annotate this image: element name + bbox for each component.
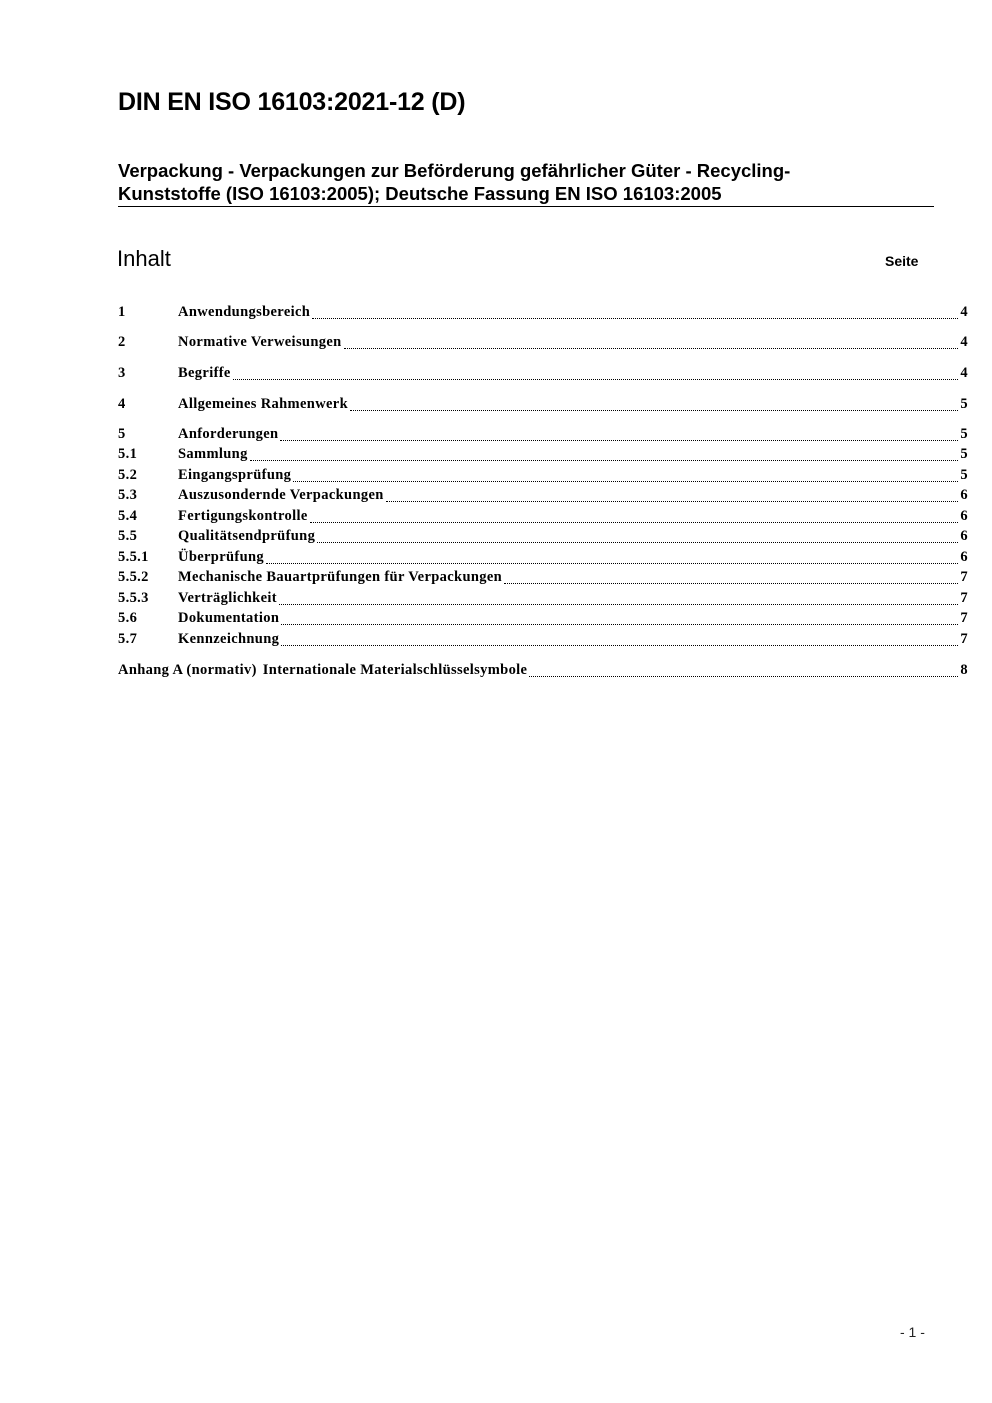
toc-entry-title: Qualitätsendprüfung [178,528,316,544]
toc-leader-dots [504,573,958,584]
toc-entry-title: Anforderungen [178,426,279,442]
toc-entry-number: 5.4 [118,508,138,524]
toc-annex-label: Anhang A (normativ) [118,662,257,678]
toc-entry-number: 5.6 [118,610,138,626]
toc-entry-page: 7 [960,590,968,606]
toc-entry-title: Mechanische Bauartprüfungen für Verpackungen [178,569,503,585]
toc-leader-dots [280,430,958,441]
toc-entry-page: 5 [960,446,968,462]
toc-entry-title: Normative Verweisungen [178,334,342,350]
toc-leader-dots [266,553,958,564]
page-number: - 1 - [900,1324,925,1340]
toc-entry[interactable] [118,424,968,444]
toc-entry-number: 5.5.2 [118,569,149,585]
toc-entry[interactable] [118,394,968,414]
toc-leader-dots [310,512,959,523]
toc-entry-title: Fertigungskontrolle [178,508,308,524]
toc-entry-number: 5.1 [118,446,138,462]
toc-entry-number: 1 [118,304,126,320]
toc-entry-title: Eingangsprüfung [178,467,292,483]
toc-entry[interactable] [118,629,968,649]
toc-entry-number: 3 [118,365,126,381]
toc-entry-number: 4 [118,396,126,412]
toc-entry[interactable] [118,608,968,628]
toc-entry-page: 7 [960,631,968,647]
toc-entry-number: 5.5 [118,528,138,544]
document-subtitle-line-2: Kunststoffe (ISO 16103:2005); Deutsche Fassung EN ISO 16103:2005 [118,183,722,204]
toc-entry-page: 4 [960,365,968,381]
toc-entry-number: 5.5.3 [118,590,149,606]
toc-entry-number: 5.5.1 [118,549,149,565]
document-subtitle [118,159,934,207]
toc-entry-page: 4 [960,304,968,320]
document-subtitle-line-1: Verpackung - Verpackungen zur Beförderung gefährlicher Güter - Recycling- [118,160,791,181]
toc-entry[interactable] [118,332,968,352]
toc-entry[interactable] [118,588,968,608]
toc-leader-dots [233,369,959,380]
toc-entry[interactable] [118,547,968,567]
toc-entry-title: Überprüfung [178,549,265,565]
toc-entry[interactable] [118,444,968,464]
toc-leader-dots [386,491,959,502]
toc-leader-dots [317,532,958,543]
document-title: DIN EN ISO 16103:2021-12 (D) [118,88,466,116]
toc-leader-dots [529,666,958,677]
toc-leader-dots [344,338,959,349]
toc-leader-dots [350,400,958,411]
toc-entry-number: 2 [118,334,126,350]
toc-entry-title: Kennzeichnung [178,631,280,647]
toc-entry[interactable] [118,506,968,526]
toc-entry[interactable] [118,302,968,322]
toc-entry-page: 6 [960,528,968,544]
toc-entry-title: Allgemeines Rahmenwerk [178,396,348,412]
toc-leader-dots [281,614,958,625]
toc-entry-title: Begriffe [178,365,231,381]
toc-entry-page: 5 [960,396,968,412]
toc-entry-title: Auszusondernde Verpackungen [178,487,384,503]
toc-leader-dots [279,594,958,605]
toc-entry-page: 6 [960,508,968,524]
toc-entry-page: 6 [960,549,968,565]
toc-annex-title: Internationale Materialschlüsselsymbole [262,662,528,678]
toc-leader-dots [281,635,958,646]
toc-entry-page: 5 [960,467,968,483]
toc-entry[interactable] [118,567,968,587]
toc-leader-dots [293,471,958,482]
toc-entry-title: Sammlung [178,446,248,462]
toc-leader-dots [250,450,959,461]
toc-entry[interactable] [118,465,968,485]
toc-entry-page: 7 [960,569,968,585]
toc-heading: Inhalt [117,246,171,271]
toc-entry[interactable] [118,485,968,505]
toc-entry-page: 6 [960,487,968,503]
toc-leader-dots [312,308,958,319]
toc-entry-number: 5.7 [118,631,138,647]
toc-entry-page: 7 [960,610,968,626]
toc-entry[interactable] [118,526,968,546]
toc-page-column-label: Seite [885,253,919,269]
toc-entry[interactable] [118,363,968,383]
toc-entry-page: 4 [960,334,968,350]
toc-annex-entry[interactable] [118,660,968,680]
toc-entry-title: Dokumentation [178,610,280,626]
toc-entry-title: Verträglichkeit [178,590,277,606]
toc-entry-number: 5.2 [118,467,138,483]
toc-annex-page: 8 [960,662,968,678]
toc-entry-number: 5 [118,426,126,442]
toc-entry-page: 5 [960,426,968,442]
toc-entry-title: Anwendungsbereich [178,304,311,320]
toc-entry-number: 5.3 [118,487,138,503]
